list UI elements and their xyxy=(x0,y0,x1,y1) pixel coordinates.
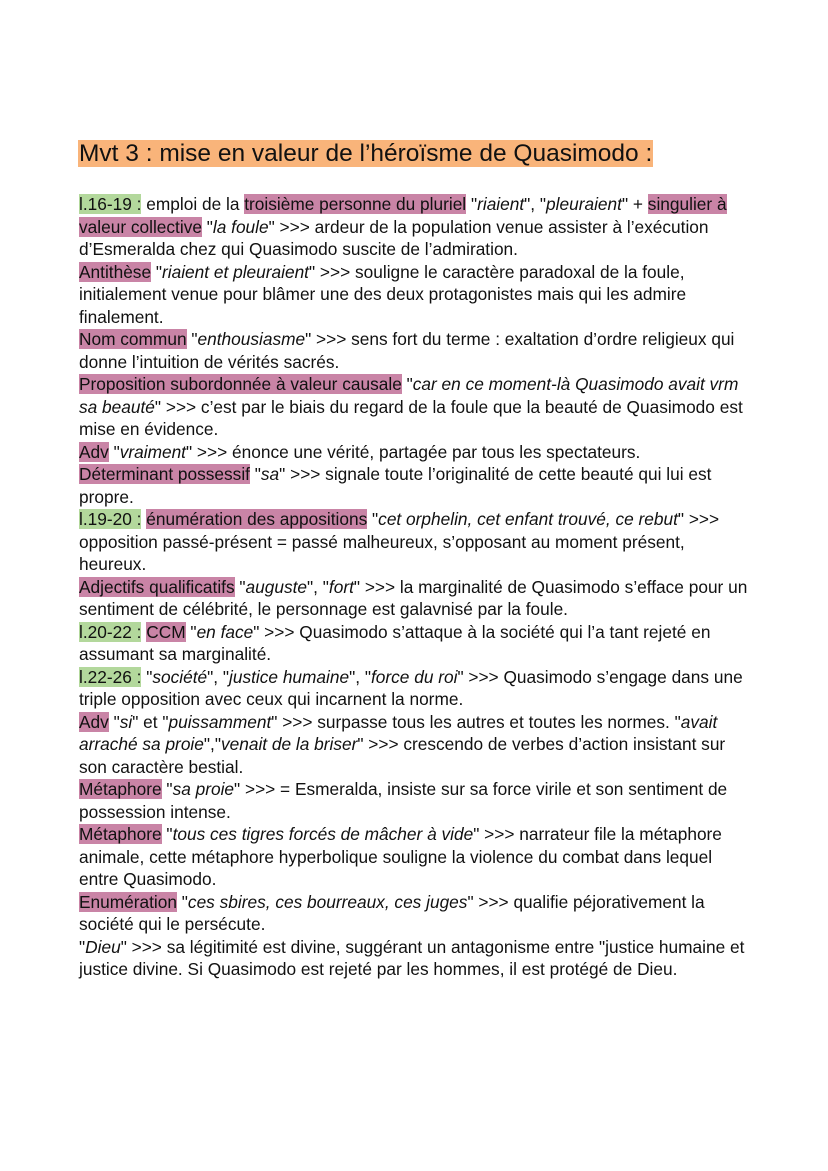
quotation: riaient et pleuraient xyxy=(162,261,309,282)
text-segment: " >>> = Esmeralda, insiste sur sa force virile et son sentiment de possession intense. xyxy=(79,779,728,822)
literary-device: Enumération xyxy=(79,891,177,912)
analysis-paragraph xyxy=(79,936,751,981)
literary-device: Antithèse xyxy=(79,261,152,282)
text-segment: " >>> signale toute l’originalité de cette beauté qui lui est propre. xyxy=(79,464,712,507)
literary-device: singulier à valeur collective xyxy=(79,194,727,237)
section-title-text: Mvt 3 : mise en valeur de l’héroïsme de Quasimodo : xyxy=(79,140,653,167)
quotation: auguste xyxy=(245,576,308,597)
literary-device: Déterminant possessif xyxy=(79,464,250,484)
text-segment: " >>> énonce une vérité, partagée par tous les spectateurs. xyxy=(185,441,641,462)
text-segment: " xyxy=(108,441,120,462)
text-segment: ", " xyxy=(349,666,371,687)
analysis-paragraph xyxy=(79,261,751,329)
text-segment: " xyxy=(141,666,153,687)
analysis-paragraph xyxy=(79,891,751,936)
text-segment: " >>> surpasse tous les autres et toutes les normes. " xyxy=(271,711,681,732)
quotation: société xyxy=(152,666,208,687)
line-reference: l.16-19 : xyxy=(79,194,142,214)
text-segment: " >>> Quasimodo s’attaque à la société qui l’a tant rejeté en assumant sa marginalité. xyxy=(79,621,711,664)
quotation: venait de la briser xyxy=(220,734,358,754)
literary-device: Métaphore xyxy=(79,824,162,844)
text-segment: " xyxy=(249,464,261,484)
text-segment: " >>> qualifie péjorativement la société qui le persécute. xyxy=(79,891,705,934)
line-reference: l.22-26 : xyxy=(79,666,142,687)
analysis-paragraph xyxy=(79,508,751,576)
quotation: vraiment xyxy=(119,441,186,462)
quotation: fort xyxy=(328,576,354,597)
section-title xyxy=(78,138,653,170)
analysis-paragraph xyxy=(79,193,751,261)
analysis-paragraph xyxy=(79,621,751,666)
literary-device: Adv xyxy=(79,441,109,462)
text-segment: " >>> opposition passé-présent = passé malheureux, s’opposant au moment présent, heureux. xyxy=(79,509,720,574)
text-segment: " >>> sa légitimité est divine, suggérant un antagonisme entre "justice humaine et justice divine. Si Quasimodo est rejeté par les hommes, il est protégé de Dieu. xyxy=(79,936,745,979)
line-reference: l.20-22 : xyxy=(79,621,142,642)
quotation: sa proie xyxy=(172,779,235,799)
text-segment: "," xyxy=(203,734,221,754)
quotation: si xyxy=(119,711,133,732)
quotation: la foule xyxy=(212,216,269,237)
analysis-paragraph xyxy=(79,328,751,373)
text-segment: " xyxy=(401,374,413,394)
text-segment: " xyxy=(79,936,86,957)
text-segment: " xyxy=(201,216,213,237)
text-segment: " >>> crescendo de verbes d’action insistant sur son caractère bestial. xyxy=(79,734,726,777)
analysis-paragraph xyxy=(79,823,751,891)
text-segment: " >>> narrateur file la métaphore animale, cette métaphore hyperbolique souligne la violence du combat dans lequel entre Quasimodo. xyxy=(79,824,722,889)
quotation: en face xyxy=(196,621,254,642)
analysis-paragraph xyxy=(79,463,751,508)
text-segment: " >>> c’est par le biais du regard de la foule que la beauté de Quasimodo est mise en évidence. xyxy=(79,396,743,439)
text-segment: " xyxy=(466,194,478,214)
analysis-body xyxy=(79,193,751,981)
analysis-paragraph xyxy=(79,373,751,441)
literary-device: CCM xyxy=(146,621,186,642)
text-segment: " xyxy=(367,509,379,529)
quotation: pleuraient xyxy=(546,194,622,214)
text-segment: " xyxy=(186,329,198,349)
quotation: tous ces tigres forcés de mâcher à vide xyxy=(172,824,474,844)
text-segment: ", " xyxy=(524,194,547,214)
text-segment: " >>> sens fort du terme : exaltation d’ordre religieux qui donne l’intuition de vérités sacrés. xyxy=(79,329,735,372)
text-segment: " + xyxy=(621,194,648,214)
analysis-paragraph xyxy=(79,441,751,464)
quotation: ces sbires, ces bourreaux, ces juges xyxy=(187,891,468,912)
quotation: sa xyxy=(260,464,280,484)
text-segment: " xyxy=(108,711,120,732)
text-segment: ", " xyxy=(207,666,230,687)
text-segment: " xyxy=(176,891,188,912)
line-reference: l.19-20 : xyxy=(79,509,142,529)
quotation: force du roi xyxy=(370,666,458,687)
quotation: car en ce moment-là Quasimodo avait vrm sa beauté xyxy=(79,374,739,417)
text-segment: " >>> Quasimodo s’engage dans une triple opposition avec ceux qui incarnent la norme. xyxy=(79,666,743,709)
text-segment: ", " xyxy=(307,576,329,597)
text-segment: " xyxy=(234,576,246,597)
text-segment: " >>> souligne le caractère paradoxal de la foule, initialement venue pour blâmer une des deux protagonistes mais qui les admire finalement. xyxy=(79,261,687,327)
text-segment: " et " xyxy=(132,711,169,732)
quotation: cet orphelin, cet enfant trouvé, ce rebut xyxy=(378,509,678,529)
quotation: avait arraché sa proie xyxy=(79,711,718,754)
analysis-paragraph xyxy=(79,778,751,823)
literary-device: Adv xyxy=(79,711,109,732)
text-segment: " >>> la marginalité de Quasimodo s’efface pour un sentiment de célébrité, le personnage est galavnisé par la foule. xyxy=(79,576,748,619)
literary-device: Nom commun xyxy=(79,329,187,349)
quotation: enthousiasme xyxy=(197,329,306,349)
text-segment: " >>> ardeur de la population venue assister à l’exécution d’Esmeralda chez qui Quasimodo suscite de l’admiration. xyxy=(79,216,709,259)
analysis-paragraph xyxy=(79,576,751,621)
text-segment: " xyxy=(151,261,162,282)
text-segment: " xyxy=(161,824,173,844)
quotation: puissamment xyxy=(168,711,272,732)
literary-device: énumération des appositions xyxy=(146,509,368,529)
text-segment: emploi de la xyxy=(141,194,245,214)
literary-device: troisième personne du pluriel xyxy=(244,194,467,214)
literary-device: Proposition subordonnée à valeur causale xyxy=(79,374,402,394)
quotation: Dieu xyxy=(85,936,121,957)
text-segment: " xyxy=(185,621,197,642)
quotation: justice humaine xyxy=(229,666,350,687)
analysis-paragraph xyxy=(79,666,751,711)
quotation: riaient xyxy=(477,194,525,214)
literary-device: Adjectifs qualificatifs xyxy=(79,576,235,597)
analysis-paragraph xyxy=(79,711,751,779)
text-segment: " xyxy=(161,779,173,799)
literary-device: Métaphore xyxy=(79,779,162,799)
